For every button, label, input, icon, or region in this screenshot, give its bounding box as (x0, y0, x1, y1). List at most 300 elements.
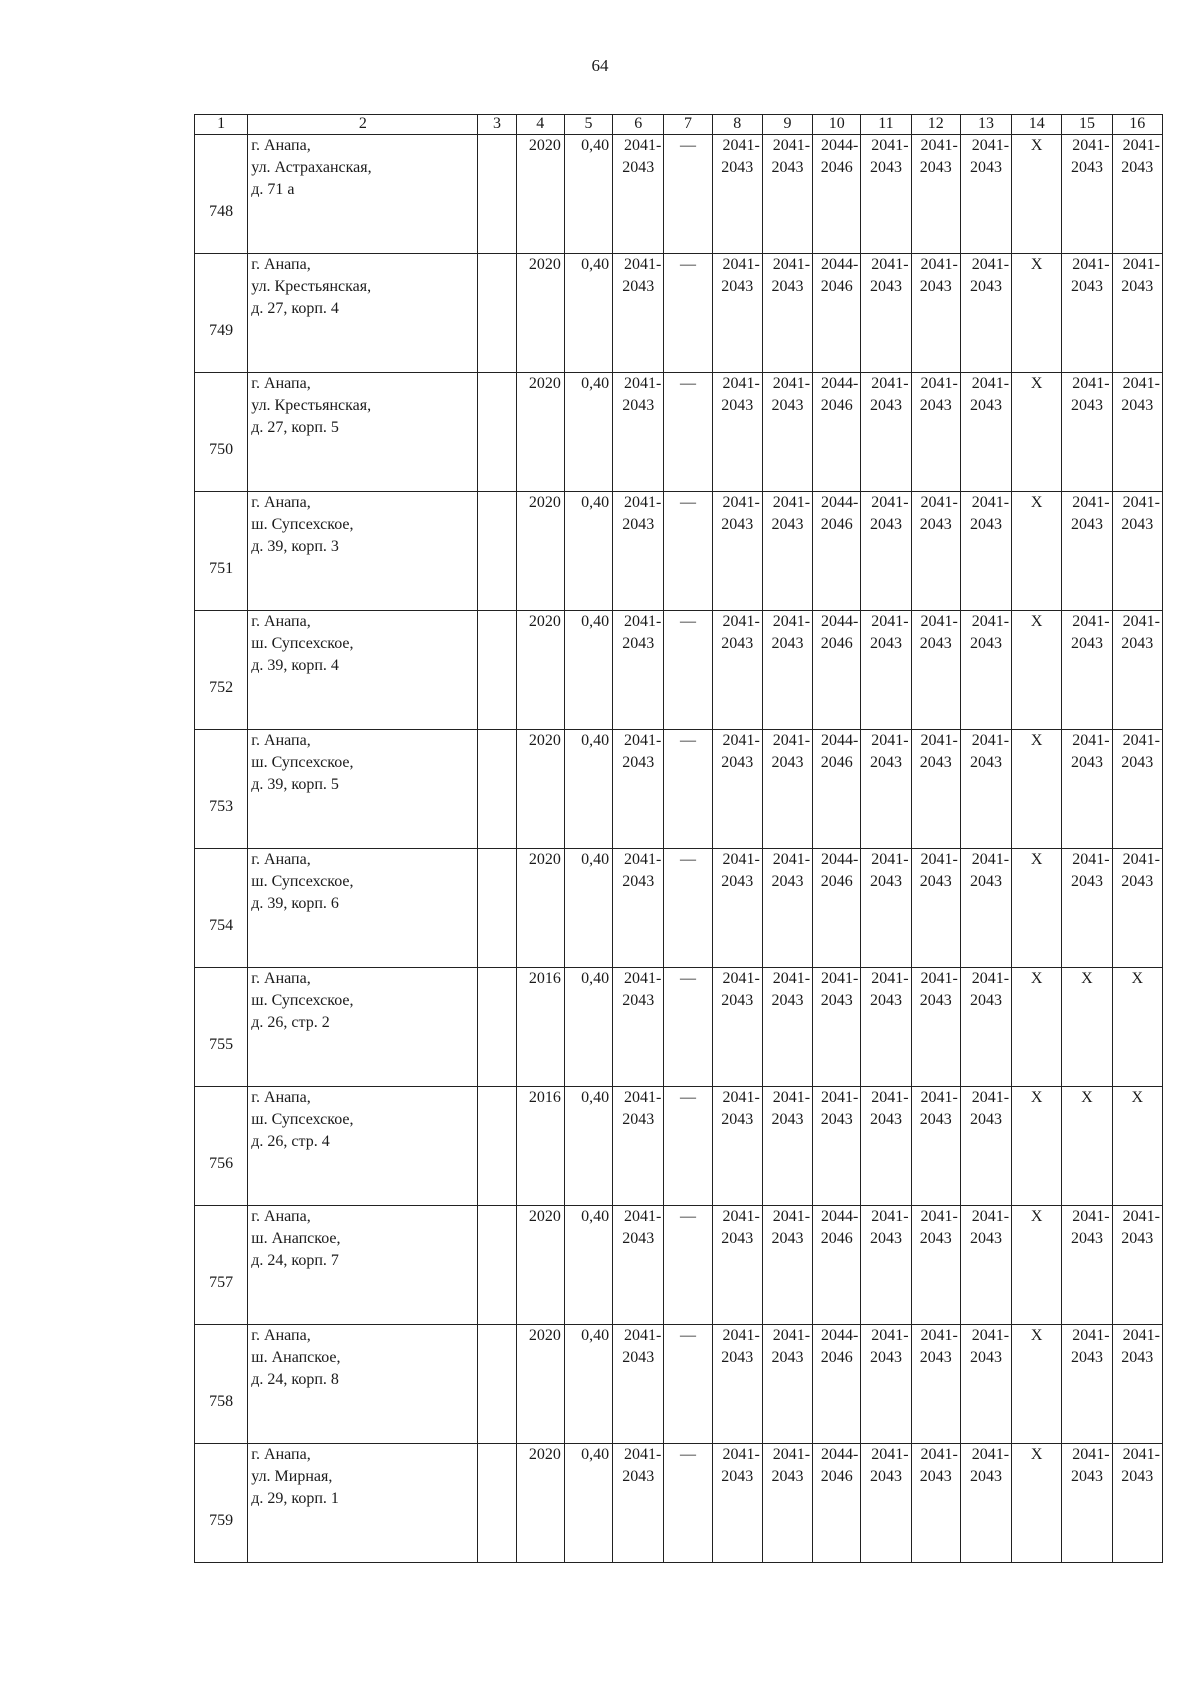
period-start: 2041- (1072, 732, 1110, 749)
row-number: 749 (209, 322, 234, 339)
period-end: 2043 (919, 159, 952, 176)
period-start: 2041- (871, 375, 909, 392)
period-start: 2044- (821, 851, 859, 868)
period-start: 2041- (971, 137, 1010, 154)
period-start: 2041- (1122, 137, 1160, 154)
period-end: 2043 (771, 1230, 804, 1247)
period-end: 2046 (820, 754, 853, 771)
period-cell-12 (911, 373, 960, 492)
period-end: 2043 (771, 159, 804, 176)
table-row (195, 730, 1163, 849)
period-end: 2046 (820, 278, 853, 295)
period-end: 2043 (1070, 873, 1103, 890)
period-start: 2041- (821, 970, 859, 987)
period-cell-9 (762, 611, 812, 730)
period-start: 2044- (821, 1327, 859, 1344)
period-end: 2046 (820, 516, 853, 533)
column-number-4: 4 (516, 115, 564, 135)
value-cell: 0,40 (564, 611, 612, 730)
table-row (195, 1206, 1163, 1325)
col-3-cell (478, 1325, 516, 1444)
period-cell-12 (911, 1206, 960, 1325)
column-number-11: 11 (861, 115, 911, 135)
address-line: д. 24, корп. 8 (251, 1371, 339, 1388)
period-start: 2041- (772, 1208, 811, 1225)
mark-cell-15: Х (1062, 968, 1112, 1087)
address-line: д. 39, корп. 3 (251, 538, 339, 555)
period-cell-6 (613, 849, 664, 968)
period-cell-15 (1062, 254, 1112, 373)
period-cell-10 (813, 254, 861, 373)
period-end: 2043 (919, 516, 952, 533)
period-end: 2043 (869, 516, 902, 533)
period-end: 2043 (1121, 873, 1154, 890)
row-number-cell (195, 1444, 248, 1563)
period-end: 2043 (969, 873, 1002, 890)
period-end: 2043 (869, 754, 902, 771)
period-end: 2043 (1070, 754, 1103, 771)
period-cell-13 (960, 1087, 1011, 1206)
period-end: 2043 (622, 159, 655, 176)
period-cell-10 (813, 1444, 861, 1563)
period-cell-10 (813, 492, 861, 611)
period-end: 2043 (1121, 159, 1154, 176)
period-cell-8 (712, 611, 762, 730)
period-start: 2044- (821, 1446, 859, 1463)
period-end: 2043 (1070, 1349, 1103, 1366)
period-cell-13 (960, 254, 1011, 373)
col-3-cell (478, 611, 516, 730)
period-start: 2041- (722, 494, 760, 511)
period-start: 2041- (871, 1327, 909, 1344)
period-start: 2041- (971, 375, 1010, 392)
period-start: 2041- (1072, 494, 1110, 511)
period-start: 2041- (772, 256, 811, 273)
period-cell-8 (712, 849, 762, 968)
address-line: д. 24, корп. 7 (251, 1252, 339, 1269)
col-3-cell (478, 135, 516, 254)
period-end: 2043 (919, 1230, 952, 1247)
period-end: 2043 (721, 1111, 754, 1128)
period-start: 2041- (1122, 851, 1160, 868)
address-line: г. Анапа, (251, 375, 311, 392)
period-start: 2041- (772, 732, 811, 749)
period-start: 2044- (821, 1208, 859, 1225)
mark-cell-14: Х (1012, 254, 1062, 373)
period-end: 2043 (771, 754, 804, 771)
col-3-cell (478, 1444, 516, 1563)
period-end: 2043 (820, 1111, 853, 1128)
period-end: 2043 (1121, 1230, 1154, 1247)
row-number: 757 (209, 1274, 234, 1291)
period-end: 2043 (969, 635, 1002, 652)
period-cell-6 (613, 373, 664, 492)
table-row (195, 135, 1163, 254)
period-start: 2041- (920, 1208, 958, 1225)
period-cell-12 (911, 968, 960, 1087)
period-cell-16 (1112, 611, 1162, 730)
period-start: 2041- (722, 970, 760, 987)
period-cell-15 (1062, 730, 1112, 849)
period-cell-13 (960, 1444, 1011, 1563)
row-number-cell (195, 849, 248, 968)
period-end: 2043 (771, 635, 804, 652)
period-end: 2043 (1070, 516, 1103, 533)
period-cell-16 (1112, 1206, 1162, 1325)
year-cell: 2020 (516, 135, 564, 254)
period-start: 2041- (971, 851, 1010, 868)
period-end: 2043 (721, 1468, 754, 1485)
period-cell-13 (960, 849, 1011, 968)
dash-cell: — (664, 968, 712, 1087)
value-cell: 0,40 (564, 1087, 612, 1206)
period-cell-10 (813, 135, 861, 254)
period-end: 2043 (869, 992, 902, 1009)
period-end: 2043 (969, 159, 1002, 176)
address-line: ул. Мирная, (251, 1468, 333, 1485)
period-start: 2041- (971, 613, 1010, 630)
col-3-cell (478, 1087, 516, 1206)
period-start: 2041- (971, 1089, 1010, 1106)
period-end: 2046 (820, 397, 853, 414)
column-number-7: 7 (664, 115, 712, 135)
period-cell-13 (960, 492, 1011, 611)
period-cell-16 (1112, 730, 1162, 849)
value-cell: 0,40 (564, 373, 612, 492)
period-cell-12 (911, 1325, 960, 1444)
year-cell: 2020 (516, 1206, 564, 1325)
period-start: 2041- (1122, 732, 1160, 749)
period-end: 2043 (622, 1111, 655, 1128)
column-number-2: 2 (248, 115, 478, 135)
period-cell-11 (861, 254, 911, 373)
period-start: 2041- (1072, 256, 1110, 273)
period-cell-6 (613, 611, 664, 730)
dash-cell: — (664, 254, 712, 373)
period-start: 2041- (722, 375, 760, 392)
address-line: ш. Супсехское, (251, 873, 354, 890)
period-end: 2043 (969, 397, 1002, 414)
period-cell-9 (762, 135, 812, 254)
period-cell-9 (762, 849, 812, 968)
period-cell-9 (762, 1325, 812, 1444)
period-start: 2041- (1122, 1446, 1160, 1463)
page-number: 64 (591, 56, 609, 75)
period-start: 2041- (722, 732, 760, 749)
period-start: 2041- (871, 1208, 909, 1225)
period-start: 2044- (821, 732, 859, 749)
period-cell-9 (762, 1444, 812, 1563)
period-cell-10 (813, 1325, 861, 1444)
address-line: д. 27, корп. 4 (251, 300, 339, 317)
period-start: 2044- (821, 494, 859, 511)
address-line: ул. Крестьянская, (251, 397, 372, 414)
period-start: 2041- (772, 1446, 811, 1463)
period-end: 2043 (771, 992, 804, 1009)
address-line: г. Анапа, (251, 1327, 311, 1344)
period-start: 2041- (1122, 1327, 1160, 1344)
dash-cell: — (664, 1444, 712, 1563)
address-line: ш. Анапское, (251, 1230, 341, 1247)
period-cell-11 (861, 1444, 911, 1563)
period-start: 2041- (920, 970, 958, 987)
period-end: 2043 (622, 397, 655, 414)
period-cell-13 (960, 135, 1011, 254)
period-start: 2041- (722, 256, 760, 273)
address-line: г. Анапа, (251, 970, 311, 987)
mark-cell-15: Х (1062, 1087, 1112, 1206)
period-cell-6 (613, 254, 664, 373)
table-row (195, 849, 1163, 968)
period-cell-16 (1112, 254, 1162, 373)
period-cell-11 (861, 968, 911, 1087)
column-number-6: 6 (613, 115, 664, 135)
address-cell (248, 849, 478, 968)
mark-cell-16: Х (1112, 1087, 1162, 1206)
period-cell-10 (813, 730, 861, 849)
period-start: 2041- (971, 970, 1010, 987)
period-start: 2041- (772, 1089, 811, 1106)
address-line: ул. Астраханская, (251, 159, 372, 176)
period-end: 2043 (721, 516, 754, 533)
address-line: д. 26, стр. 2 (251, 1014, 330, 1031)
value-cell: 0,40 (564, 849, 612, 968)
table-row (195, 254, 1163, 373)
period-start: 2041- (722, 613, 760, 630)
period-start: 2041- (772, 1327, 811, 1344)
address-line: ш. Супсехское, (251, 754, 354, 771)
period-end: 2043 (919, 754, 952, 771)
period-cell-12 (911, 1444, 960, 1563)
period-end: 2046 (820, 1349, 853, 1366)
mark-cell-14: Х (1012, 135, 1062, 254)
address-cell (248, 1087, 478, 1206)
address-line: д. 39, корп. 5 (251, 776, 339, 793)
col-3-cell (478, 849, 516, 968)
address-line: ш. Супсехское, (251, 1111, 354, 1128)
period-start: 2041- (1072, 1327, 1110, 1344)
period-cell-8 (712, 492, 762, 611)
period-end: 2043 (969, 516, 1002, 533)
dash-cell: — (664, 1206, 712, 1325)
period-end: 2043 (969, 992, 1002, 1009)
period-start: 2041- (624, 851, 662, 868)
year-cell: 2020 (516, 254, 564, 373)
period-cell-11 (861, 849, 911, 968)
dash-cell: — (664, 1087, 712, 1206)
period-start: 2041- (624, 613, 662, 630)
period-cell-8 (712, 1206, 762, 1325)
period-end: 2043 (869, 1468, 902, 1485)
period-start: 2041- (871, 970, 909, 987)
period-start: 2041- (1072, 1446, 1110, 1463)
period-cell-10 (813, 373, 861, 492)
period-cell-6 (613, 1206, 664, 1325)
dash-cell: — (664, 849, 712, 968)
column-number-14: 14 (1012, 115, 1062, 135)
period-cell-10 (813, 849, 861, 968)
dash-cell: — (664, 611, 712, 730)
period-end: 2043 (1121, 1468, 1154, 1485)
period-start: 2041- (971, 1327, 1010, 1344)
period-cell-9 (762, 730, 812, 849)
address-cell (248, 611, 478, 730)
address-line: ш. Анапское, (251, 1349, 341, 1366)
period-end: 2043 (869, 1111, 902, 1128)
year-cell: 2020 (516, 730, 564, 849)
address-line: г. Анапа, (251, 613, 311, 630)
period-start: 2041- (722, 137, 760, 154)
period-end: 2043 (969, 1230, 1002, 1247)
mark-cell-14: Х (1012, 1206, 1062, 1325)
period-end: 2043 (721, 159, 754, 176)
address-line: г. Анапа, (251, 1208, 311, 1225)
col-3-cell (478, 492, 516, 611)
period-end: 2043 (771, 516, 804, 533)
period-start: 2041- (920, 732, 958, 749)
year-cell: 2020 (516, 492, 564, 611)
period-end: 2043 (869, 278, 902, 295)
dash-cell: — (664, 135, 712, 254)
register-table (194, 114, 1163, 1563)
period-end: 2043 (869, 159, 902, 176)
period-cell-11 (861, 611, 911, 730)
value-cell: 0,40 (564, 968, 612, 1087)
column-number-12: 12 (911, 115, 960, 135)
period-end: 2043 (721, 1349, 754, 1366)
address-line: д. 26, стр. 4 (251, 1133, 330, 1150)
period-cell-11 (861, 1325, 911, 1444)
row-number: 758 (209, 1393, 234, 1410)
col-3-cell (478, 1206, 516, 1325)
period-start: 2041- (871, 732, 909, 749)
period-end: 2046 (820, 1468, 853, 1485)
period-end: 2043 (919, 1349, 952, 1366)
period-cell-11 (861, 373, 911, 492)
row-number-cell (195, 373, 248, 492)
period-cell-10 (813, 1087, 861, 1206)
period-cell-16 (1112, 1444, 1162, 1563)
address-line: г. Анапа, (251, 494, 311, 511)
period-start: 2041- (920, 1446, 958, 1463)
period-start: 2041- (1072, 1208, 1110, 1225)
period-end: 2043 (721, 635, 754, 652)
period-end: 2043 (969, 278, 1002, 295)
period-cell-6 (613, 1325, 664, 1444)
period-cell-6 (613, 492, 664, 611)
address-cell (248, 492, 478, 611)
period-cell-8 (712, 373, 762, 492)
row-number: 759 (209, 1512, 234, 1529)
period-end: 2043 (721, 992, 754, 1009)
period-start: 2041- (624, 375, 662, 392)
table-body (195, 115, 1163, 1563)
address-line: ш. Супсехское, (251, 635, 354, 652)
mark-cell-14: Х (1012, 849, 1062, 968)
period-start: 2041- (624, 137, 662, 154)
period-end: 2043 (622, 516, 655, 533)
address-line: ш. Супсехское, (251, 992, 354, 1009)
period-cell-9 (762, 373, 812, 492)
period-end: 2043 (622, 873, 655, 890)
period-start: 2044- (821, 256, 859, 273)
period-cell-6 (613, 1087, 664, 1206)
column-number-9: 9 (762, 115, 812, 135)
year-cell: 2016 (516, 968, 564, 1087)
address-line: ул. Крестьянская, (251, 278, 372, 295)
period-cell-13 (960, 611, 1011, 730)
period-start: 2041- (722, 1208, 760, 1225)
period-start: 2041- (772, 851, 811, 868)
period-end: 2043 (969, 1349, 1002, 1366)
address-line: д. 39, корп. 6 (251, 895, 339, 912)
period-cell-15 (1062, 373, 1112, 492)
period-start: 2041- (1122, 256, 1160, 273)
period-end: 2043 (771, 397, 804, 414)
period-end: 2043 (919, 992, 952, 1009)
table-row (195, 968, 1163, 1087)
period-start: 2041- (920, 1089, 958, 1106)
row-number-cell (195, 492, 248, 611)
period-end: 2043 (1121, 278, 1154, 295)
period-end: 2043 (919, 278, 952, 295)
mark-cell-14: Х (1012, 1325, 1062, 1444)
period-cell-12 (911, 254, 960, 373)
period-start: 2041- (772, 970, 811, 987)
col-3-cell (478, 254, 516, 373)
period-end: 2043 (1121, 754, 1154, 771)
period-cell-11 (861, 492, 911, 611)
period-cell-8 (712, 1444, 762, 1563)
period-cell-11 (861, 135, 911, 254)
period-start: 2041- (871, 1089, 909, 1106)
period-end: 2043 (721, 1230, 754, 1247)
column-number-5: 5 (564, 115, 612, 135)
period-cell-10 (813, 611, 861, 730)
period-cell-9 (762, 1087, 812, 1206)
period-start: 2041- (871, 494, 909, 511)
period-end: 2043 (771, 1468, 804, 1485)
row-number: 751 (209, 560, 234, 577)
period-start: 2044- (821, 375, 859, 392)
period-cell-8 (712, 254, 762, 373)
period-cell-13 (960, 730, 1011, 849)
period-start: 2041- (1072, 851, 1110, 868)
period-start: 2041- (871, 1446, 909, 1463)
period-end: 2043 (622, 635, 655, 652)
period-start: 2041- (1072, 375, 1110, 392)
period-start: 2041- (722, 1327, 760, 1344)
period-start: 2041- (971, 1446, 1010, 1463)
period-cell-13 (960, 373, 1011, 492)
row-number: 753 (209, 798, 234, 815)
column-number-1: 1 (195, 115, 248, 135)
table-row (195, 1087, 1163, 1206)
period-end: 2043 (869, 635, 902, 652)
row-number-cell (195, 968, 248, 1087)
year-cell: 2020 (516, 373, 564, 492)
period-cell-10 (813, 968, 861, 1087)
period-cell-15 (1062, 849, 1112, 968)
period-end: 2043 (721, 397, 754, 414)
period-cell-16 (1112, 373, 1162, 492)
table-row (195, 492, 1163, 611)
period-cell-12 (911, 611, 960, 730)
value-cell: 0,40 (564, 254, 612, 373)
column-number-13: 13 (960, 115, 1011, 135)
mark-cell-14: Х (1012, 968, 1062, 1087)
period-start: 2041- (722, 1089, 760, 1106)
